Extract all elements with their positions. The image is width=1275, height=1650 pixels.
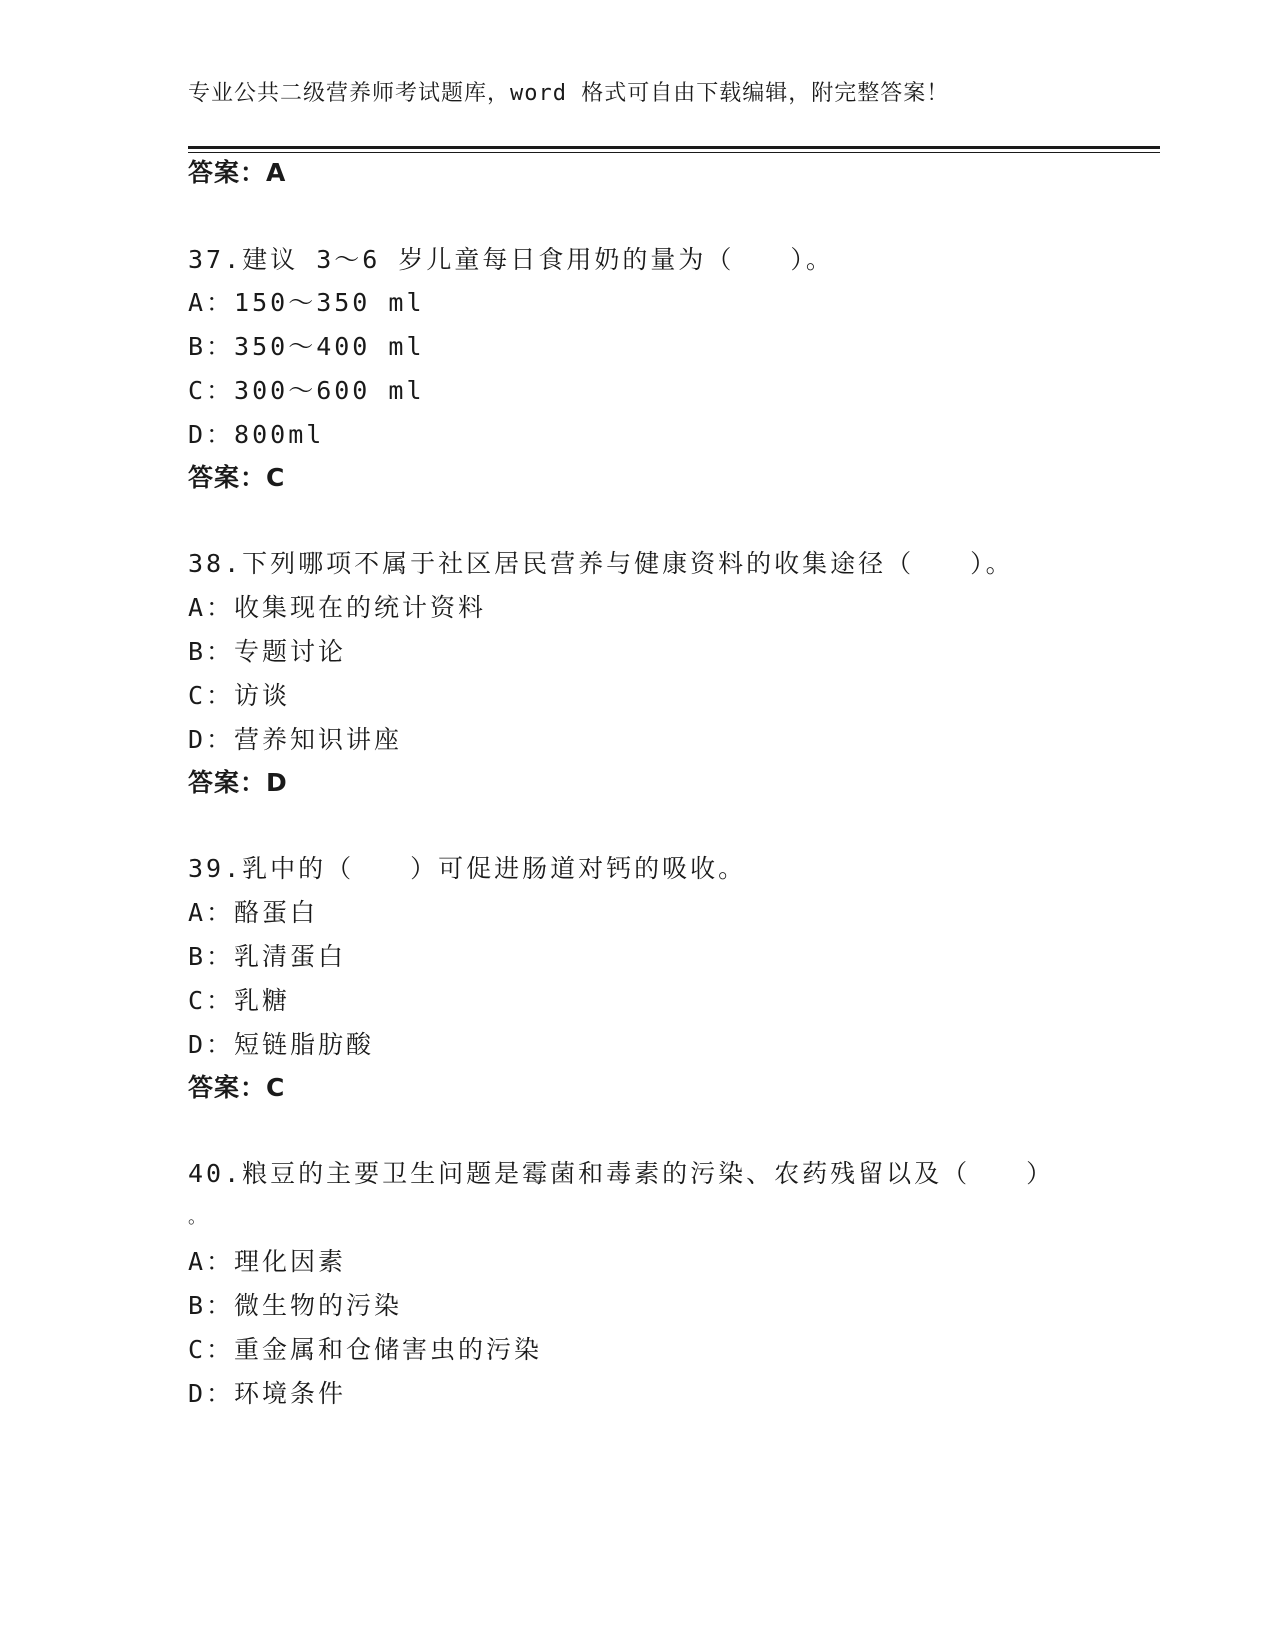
option-d: D：短链脂肪酸	[188, 1030, 375, 1059]
option-a: A：理化因素	[188, 1247, 347, 1276]
option-b: B：乳清蛋白	[188, 942, 347, 971]
answer-line: 答案：A	[188, 158, 287, 187]
option-d: D：800ml	[188, 420, 325, 449]
option-b: B：专题讨论	[188, 637, 347, 666]
option-b: B：350～400 ml	[188, 332, 425, 361]
question-stem-39: 39.乳中的（ ）可促进肠道对钙的吸收。	[188, 854, 747, 883]
option-b: B：微生物的污染	[188, 1291, 403, 1320]
header-rule-thick	[188, 146, 1160, 149]
question-stem-40: 40.粮豆的主要卫生问题是霉菌和毒素的污染、农药残留以及（ ）	[188, 1159, 1055, 1188]
option-c: C：访谈	[188, 681, 291, 710]
page-header: 专业公共二级营养师考试题库，word 格式可自由下载编辑，附完整答案！	[188, 81, 950, 106]
option-a: A：酪蛋白	[188, 898, 319, 927]
answer-line: 答案：C	[188, 1073, 286, 1102]
option-c: C：乳糖	[188, 986, 291, 1015]
option-a: A：收集现在的统计资料	[188, 593, 487, 622]
answer-line: 答案：C	[188, 463, 286, 492]
option-c: C：300～600 ml	[188, 376, 425, 405]
header-rule-thin	[188, 152, 1160, 153]
option-a: A：150～350 ml	[188, 288, 425, 317]
option-c: C：重金属和仓储害虫的污染	[188, 1335, 543, 1364]
question-stem-continuation: 。	[188, 1207, 209, 1228]
answer-line: 答案：D	[188, 768, 288, 797]
option-d: D：营养知识讲座	[188, 725, 403, 754]
question-stem-38: 38.下列哪项不属于社区居民营养与健康资料的收集途径（ ）。	[188, 549, 1014, 578]
option-d: D：环境条件	[188, 1379, 347, 1408]
question-stem-37: 37.建议 3～6 岁儿童每日食用奶的量为（ ）。	[188, 245, 834, 274]
